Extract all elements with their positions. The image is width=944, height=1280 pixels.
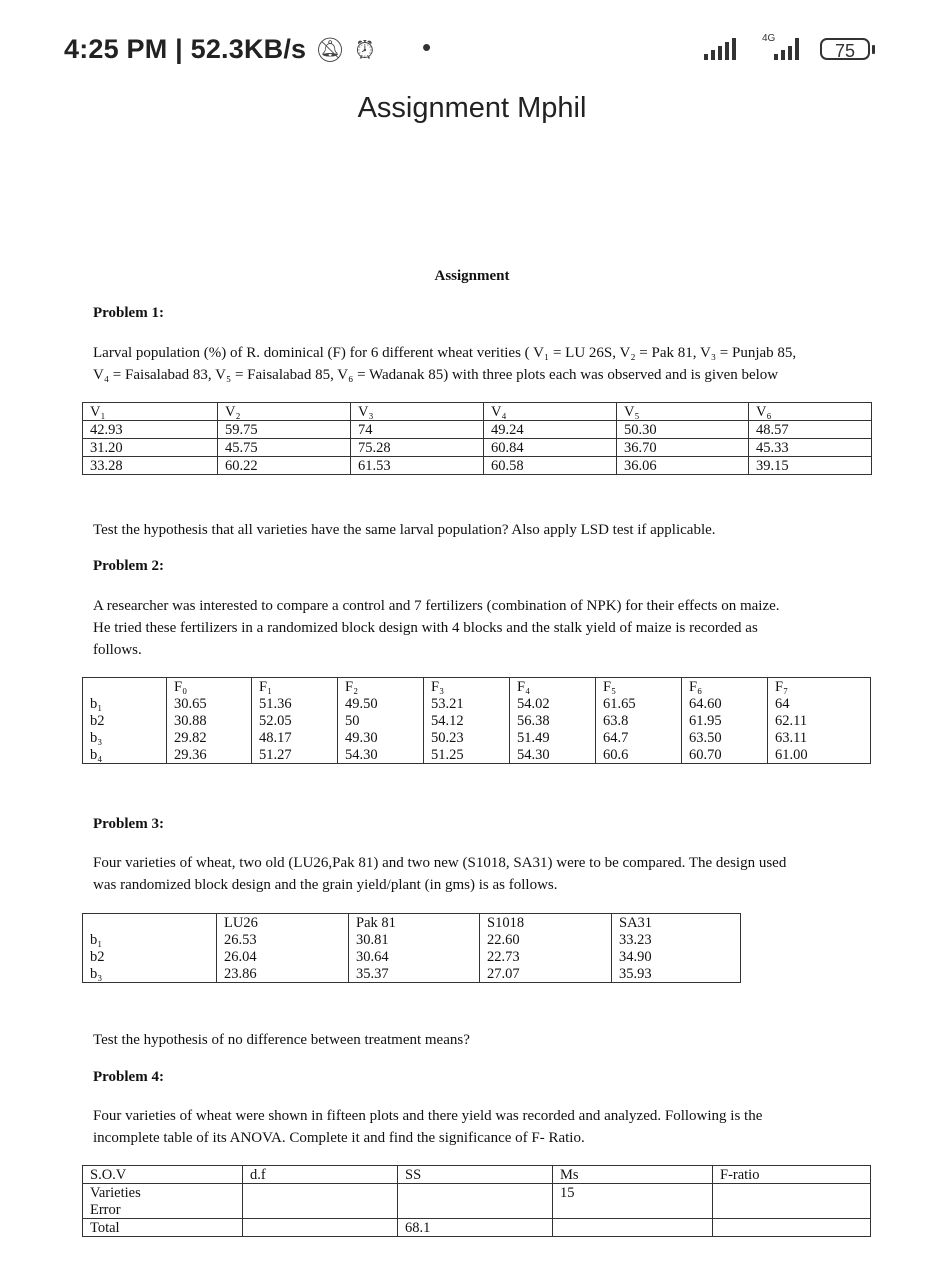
table-cell: 29.36 xyxy=(167,746,252,764)
table-cell: 22.60 xyxy=(480,931,612,948)
table-cell: 33.28 xyxy=(83,457,218,475)
table-header-cell: V₂ xyxy=(218,403,351,421)
table-cell: b₁ xyxy=(83,695,167,712)
problem3-text-line2: was randomized block design and the grain yield/plant (in gms) is as follows. xyxy=(93,877,558,893)
table-cell: 53.21 xyxy=(424,695,510,712)
table-cell: 51.36 xyxy=(252,695,338,712)
problem2-table xyxy=(82,677,871,764)
table-cell: 68.1 xyxy=(398,1219,553,1237)
problem1-text-line1: Larval population (%) of R. dominical (F) for 6 different wheat verities ( V₁ = LU 26S, V₂ = Pak 81, V₃ = Punjab 85, xyxy=(93,345,797,361)
table-cell: b₃ xyxy=(83,965,217,983)
problem1-text-line2: V₄ = Faisalabad 83, V₅ = Faisalabad 85, V₆ = Wadanak 85) with three plots each was observed and is given below xyxy=(93,367,779,383)
table-cell: 30.64 xyxy=(349,948,480,965)
table-header-cell: F₁ xyxy=(252,678,338,696)
table-cell: 26.04 xyxy=(217,948,349,965)
table-cell: 50.23 xyxy=(424,729,510,746)
status-bar xyxy=(0,0,944,90)
table-cell xyxy=(713,1184,871,1202)
problem4-text-line1: Four varieties of wheat were shown in fifteen plots and there yield was recorded and analyzed. Following is the xyxy=(93,1108,763,1124)
table-header-cell: SA31 xyxy=(612,914,741,932)
table-header-cell: S.O.V xyxy=(83,1166,243,1184)
table-cell: 56.38 xyxy=(510,712,596,729)
table-cell: 51.49 xyxy=(510,729,596,746)
table-cell: 34.90 xyxy=(612,948,741,965)
table-header-cell: Pak 81 xyxy=(349,914,480,932)
table-cell: 22.73 xyxy=(480,948,612,965)
table-cell xyxy=(713,1219,871,1237)
problem2-text-line1: A researcher was interested to compare a control and 7 fertilizers (combination of NPK) for their effects on maize. xyxy=(93,598,780,614)
document-title: Assignment Mphil xyxy=(357,92,587,124)
table-cell: 30.88 xyxy=(167,712,252,729)
table-cell: 63.50 xyxy=(682,729,768,746)
problem1-question: Test the hypothesis that all varieties have the same larval population? Also apply LSD test if applicable. xyxy=(93,522,716,538)
table-cell: 63.8 xyxy=(596,712,682,729)
table-cell: 29.82 xyxy=(167,729,252,746)
table-header-row xyxy=(83,678,871,696)
table-cell xyxy=(553,1219,713,1237)
table-header-cell: F₂ xyxy=(338,678,424,696)
table-cell: Error xyxy=(83,1201,243,1219)
table-row xyxy=(83,712,871,729)
problem2-text-line2: He tried these fertilizers in a randomized block design with 4 blocks and the stalk yield of maize is recorded as xyxy=(93,620,758,636)
table-cell: 60.6 xyxy=(596,746,682,764)
problem3-label: Problem 3: xyxy=(93,816,164,832)
table-cell: 62.11 xyxy=(768,712,871,729)
table-header-cell: F₅ xyxy=(596,678,682,696)
table-cell xyxy=(243,1219,398,1237)
table-cell: b₃ xyxy=(83,729,167,746)
table-header-cell: SS xyxy=(398,1166,553,1184)
table-header-cell xyxy=(83,914,217,932)
table-cell: 61.00 xyxy=(768,746,871,764)
table-cell: 50.30 xyxy=(617,421,749,439)
table-row xyxy=(83,439,872,457)
table-header-cell: V₁ xyxy=(83,403,218,421)
problem3-table xyxy=(82,913,741,983)
table-cell: 60.70 xyxy=(682,746,768,764)
table-row xyxy=(83,1201,871,1219)
table-cell: 48.57 xyxy=(749,421,872,439)
problem4-label: Problem 4: xyxy=(93,1069,164,1085)
problem2-label: Problem 2: xyxy=(93,558,164,574)
table-cell: 75.28 xyxy=(351,439,484,457)
table-header-cell: F₃ xyxy=(424,678,510,696)
table-cell: Varieties xyxy=(83,1184,243,1202)
table-cell: b2 xyxy=(83,948,217,965)
table-cell: 26.53 xyxy=(217,931,349,948)
table-cell: 54.12 xyxy=(424,712,510,729)
table-cell: 30.65 xyxy=(167,695,252,712)
problem1-table xyxy=(82,402,872,475)
table-cell: 30.81 xyxy=(349,931,480,948)
table-cell: 48.17 xyxy=(252,729,338,746)
table-header-cell: V₅ xyxy=(617,403,749,421)
table-header-cell: V₆ xyxy=(749,403,872,421)
table-header-row xyxy=(83,914,741,932)
table-header-cell: F₇ xyxy=(768,678,871,696)
table-cell: 45.33 xyxy=(749,439,872,457)
table-cell xyxy=(713,1201,871,1219)
table-cell: 74 xyxy=(351,421,484,439)
document-heading: Assignment xyxy=(434,268,510,284)
table-row xyxy=(83,457,872,475)
table-header-cell: F₀ xyxy=(167,678,252,696)
table-header-cell: V₃ xyxy=(351,403,484,421)
problem4-text-line2: incomplete table of its ANOVA. Complete it and find the significance of F- Ratio. xyxy=(93,1130,585,1146)
table-row xyxy=(83,746,871,764)
table-cell xyxy=(553,1201,713,1219)
table-cell: 51.25 xyxy=(424,746,510,764)
problem1-label: Problem 1: xyxy=(93,305,164,321)
table-header-cell: LU26 xyxy=(217,914,349,932)
table-cell: 51.27 xyxy=(252,746,338,764)
table-header-row xyxy=(83,403,872,421)
table-cell: 54.30 xyxy=(338,746,424,764)
muted-bell-icon: 🔕︎ xyxy=(315,37,346,64)
table-cell: 54.30 xyxy=(510,746,596,764)
table-row xyxy=(83,729,871,746)
table-cell: 61.95 xyxy=(682,712,768,729)
status-icons xyxy=(315,36,384,65)
table-cell: 35.93 xyxy=(612,965,741,983)
table-cell: 61.53 xyxy=(351,457,484,475)
table-cell: 49.50 xyxy=(338,695,424,712)
table-cell: 45.75 xyxy=(218,439,351,457)
table-cell: 36.06 xyxy=(617,457,749,475)
problem3-question: Test the hypothesis of no difference between treatment means? xyxy=(93,1032,470,1048)
table-cell: 36.70 xyxy=(617,439,749,457)
table-row xyxy=(83,421,872,439)
table-header-cell: F-ratio xyxy=(713,1166,871,1184)
table-row xyxy=(83,1184,871,1202)
problem4-table xyxy=(82,1165,871,1237)
table-cell: 60.58 xyxy=(484,457,617,475)
table-header-cell: S1018 xyxy=(480,914,612,932)
table-header-cell: Ms xyxy=(553,1166,713,1184)
table-row xyxy=(83,695,871,712)
table-cell: 49.30 xyxy=(338,729,424,746)
table-row xyxy=(83,965,741,983)
table-cell: 61.65 xyxy=(596,695,682,712)
table-cell: 59.75 xyxy=(218,421,351,439)
table-cell: 54.02 xyxy=(510,695,596,712)
alarm-icon: ⏰︎ xyxy=(355,37,375,64)
table-cell: b₄ xyxy=(83,746,167,764)
table-cell: 64 xyxy=(768,695,871,712)
table-cell: 42.93 xyxy=(83,421,218,439)
status-time: 4:25 PM | 52.3KB/s xyxy=(64,34,307,64)
table-cell: 60.84 xyxy=(484,439,617,457)
table-row xyxy=(83,948,741,965)
table-header-cell xyxy=(83,678,167,696)
table-header-cell: d.f xyxy=(243,1166,398,1184)
table-cell: 33.23 xyxy=(612,931,741,948)
table-row xyxy=(83,931,741,948)
table-cell xyxy=(398,1201,553,1219)
table-cell: 31.20 xyxy=(83,439,218,457)
signal-icon xyxy=(704,38,740,60)
table-cell xyxy=(243,1201,398,1219)
table-header-cell: F₄ xyxy=(510,678,596,696)
table-cell: 50 xyxy=(338,712,424,729)
table-row xyxy=(83,1219,871,1237)
table-cell: 49.24 xyxy=(484,421,617,439)
table-cell: 60.22 xyxy=(218,457,351,475)
table-header-cell: V₄ xyxy=(484,403,617,421)
table-cell: 23.86 xyxy=(217,965,349,983)
table-cell xyxy=(398,1184,553,1202)
table-cell: 63.11 xyxy=(768,729,871,746)
table-cell: 35.37 xyxy=(349,965,480,983)
table-header-row xyxy=(83,1166,871,1184)
table-cell: 64.7 xyxy=(596,729,682,746)
table-cell: Total xyxy=(83,1219,243,1237)
table-cell: 64.60 xyxy=(682,695,768,712)
signal-4g-label: 4G xyxy=(762,33,776,44)
signal-4g-icon xyxy=(768,38,804,60)
table-header-cell: F₆ xyxy=(682,678,768,696)
table-cell: 52.05 xyxy=(252,712,338,729)
table-cell: 27.07 xyxy=(480,965,612,983)
problem3-text-line1: Four varieties of wheat, two old (LU26,Pak 81) and two new (S1018, SA31) were to be compared. The design used xyxy=(93,855,787,871)
battery-icon: 75 xyxy=(820,38,870,60)
table-cell: 15 xyxy=(553,1184,713,1202)
table-cell: 39.15 xyxy=(749,457,872,475)
problem2-text-line3: follows. xyxy=(93,642,142,658)
battery-tip xyxy=(872,45,875,54)
table-cell xyxy=(243,1184,398,1202)
table-cell: b2 xyxy=(83,712,167,729)
notification-dot: • xyxy=(422,32,432,62)
table-cell: b₁ xyxy=(83,931,217,948)
